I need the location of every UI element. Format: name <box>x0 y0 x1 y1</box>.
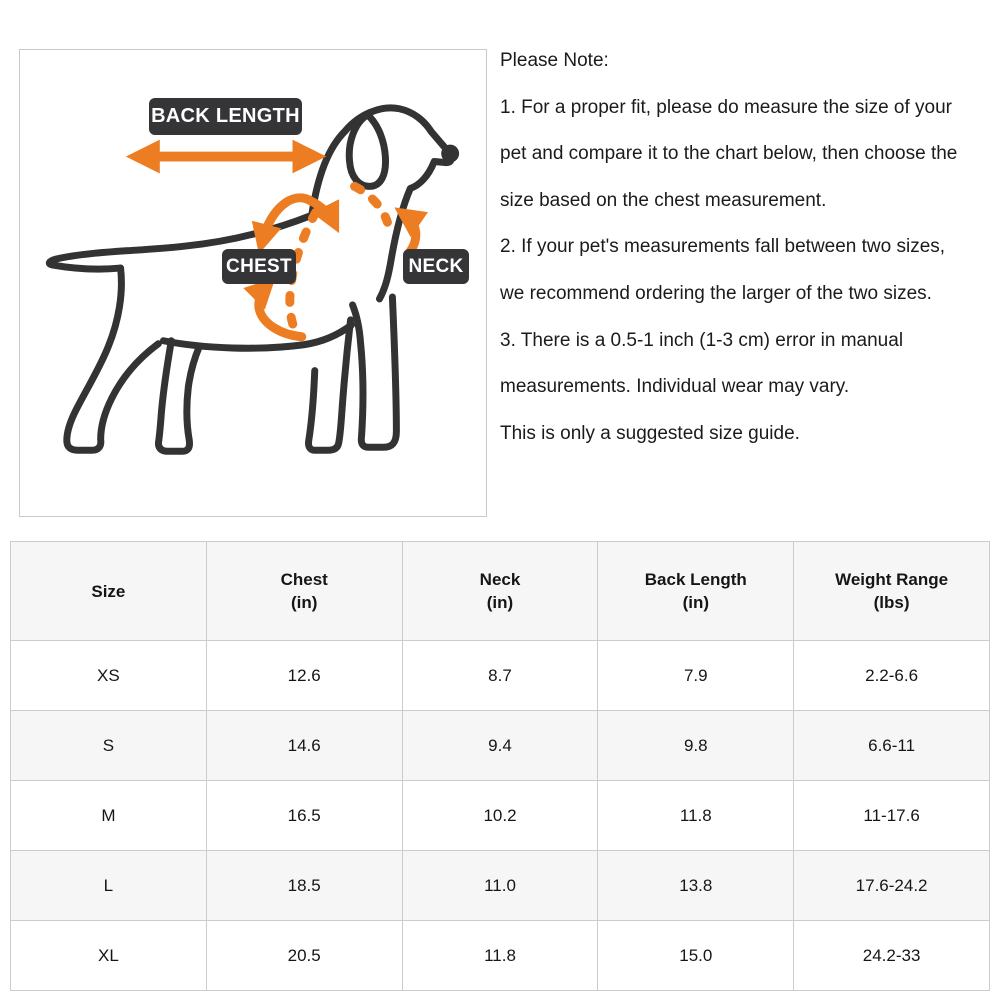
col-header-neck <box>402 542 598 641</box>
cell-back-length: 13.8 <box>598 851 794 921</box>
table-row <box>11 711 990 781</box>
cell-size: L <box>11 851 207 921</box>
header-label: Chest <box>280 570 328 589</box>
cell-weight-range: 17.6-24.2 <box>794 851 990 921</box>
chest-label: CHEST <box>222 249 296 284</box>
cell-weight-range: 24.2-33 <box>794 921 990 991</box>
cell-neck: 11.0 <box>402 851 598 921</box>
cell-neck: 8.7 <box>402 641 598 711</box>
note-line: size based on the chest measurement. <box>500 189 827 211</box>
size-chart-table <box>10 541 990 991</box>
cell-size: S <box>11 711 207 781</box>
table-row <box>11 851 990 921</box>
cell-neck: 10.2 <box>402 781 598 851</box>
dog-nose <box>441 145 459 163</box>
cell-chest: 14.6 <box>206 711 402 781</box>
note-line: pet and compare it to the chart below, then choose the <box>500 143 958 165</box>
notes-section <box>500 38 1000 457</box>
cell-weight-range: 6.6-11 <box>794 711 990 781</box>
col-header-back-length <box>598 542 794 641</box>
note-line: 1. For a proper fit, please do measure the size of your <box>500 96 953 118</box>
col-header-chest <box>206 542 402 641</box>
note-line: This is only a suggested size guide. <box>500 422 800 444</box>
cell-weight-range: 11-17.6 <box>794 781 990 851</box>
note-line: 2. If your pet's measurements fall between two sizes, <box>500 236 946 258</box>
cell-back-length: 9.8 <box>598 711 794 781</box>
cell-neck: 9.4 <box>402 711 598 781</box>
header-label: Neck <box>479 570 521 589</box>
header-label: Size <box>91 581 126 601</box>
notes-title: Please Note: <box>500 50 609 71</box>
cell-neck: 11.8 <box>402 921 598 991</box>
cell-back-length: 7.9 <box>598 641 794 711</box>
table-header-row <box>11 542 990 641</box>
col-header-size <box>11 542 207 641</box>
col-header-weight-range <box>794 542 990 641</box>
note-line: 3. There is a 0.5-1 inch (1-3 cm) error in manual <box>500 329 904 351</box>
header-unit: (lbs) <box>873 593 910 612</box>
header-label: Weight Range <box>835 570 949 589</box>
header-unit: (in) <box>486 593 514 612</box>
cell-weight-range: 2.2-6.6 <box>794 641 990 711</box>
table-row <box>11 641 990 711</box>
cell-back-length: 15.0 <box>598 921 794 991</box>
note-line: we recommend ordering the larger of the two sizes. <box>500 282 932 304</box>
cell-back-length: 11.8 <box>598 781 794 851</box>
back-length-label: BACK LENGTH <box>149 98 302 135</box>
measurement-diagram <box>19 49 487 517</box>
cell-chest: 16.5 <box>206 781 402 851</box>
table-row <box>11 781 990 851</box>
cell-chest: 18.5 <box>206 851 402 921</box>
header-unit: (in) <box>290 593 318 612</box>
cell-size: XL <box>11 921 207 991</box>
cell-size: M <box>11 781 207 851</box>
note-line: measurements. Individual wear may vary. <box>500 376 850 398</box>
cell-chest: 12.6 <box>206 641 402 711</box>
header-unit: (in) <box>682 593 709 612</box>
table-row <box>11 921 990 991</box>
neck-label: NECK <box>403 249 469 284</box>
cell-chest: 20.5 <box>206 921 402 991</box>
cell-size: XS <box>11 641 207 711</box>
header-label: Back Length <box>644 570 747 589</box>
